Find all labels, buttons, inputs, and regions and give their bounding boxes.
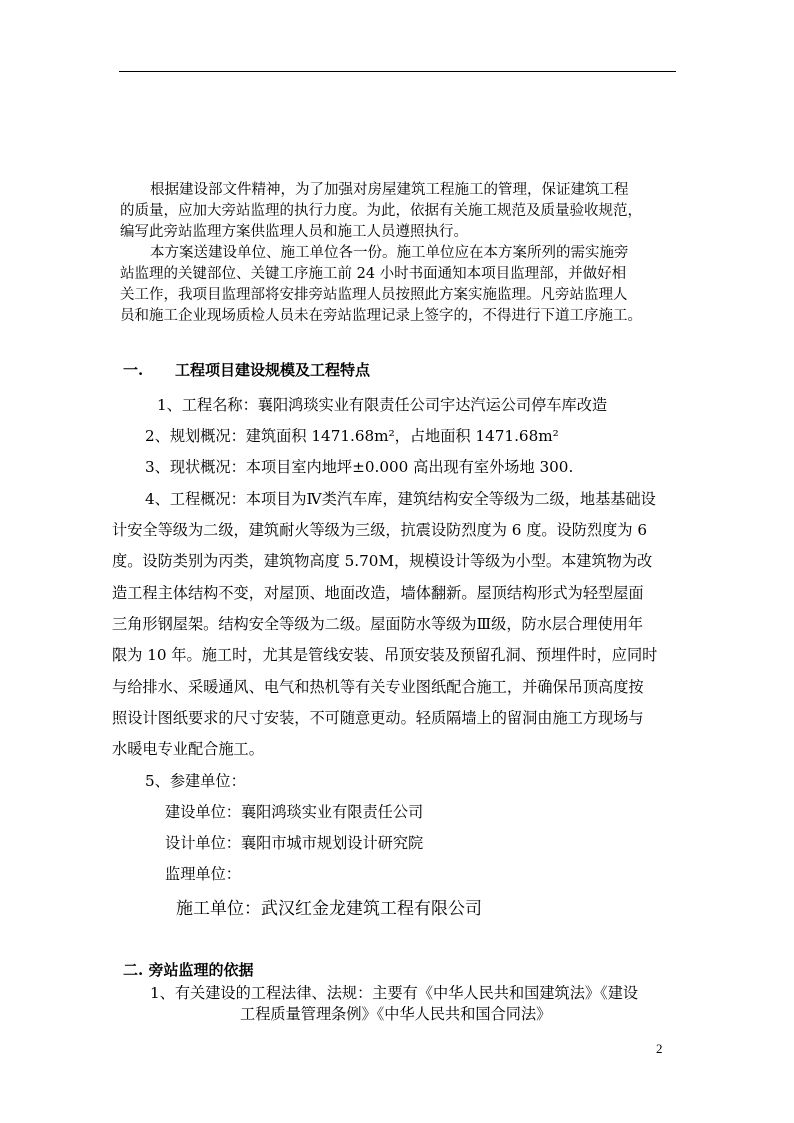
intro-line: 本方案送建设单位、施工单位各一份。施工单位应在本方案所列的需实施旁 (150, 245, 629, 261)
unit-designer: 设计单位：襄阳市城市规划设计研究院 (165, 834, 424, 852)
section1-item: 水暖电专业配合施工。 (112, 740, 264, 758)
section1-item: 照设计图纸要求的尺寸安装，不可随意更动。轻质隔墙上的留洞由施工方现场与 (112, 709, 644, 727)
section2-line: 1、有关建设的工程法律、法规：主要有《中华人民共和国建筑法》《建设 (150, 984, 639, 1002)
section1-item: 与给排水、采暖通风、电气和热机等有关专业图纸配合施工，并确保吊顶高度按 (112, 678, 644, 696)
intro-line: 站监理的关键部位、关键工序施工前 24 小时书面通知本项目监理部，并做好相 (120, 266, 627, 282)
section2-line: 工程质量管理条例》《中华人民共和国合同法》 (240, 1005, 552, 1023)
section1-item: 度。设防类别为丙类，建筑物高度 5.70M，规模设计等级为小型。本建筑物为改 (112, 552, 653, 570)
unit-owner: 建设单位：襄阳鸿琰实业有限责任公司 (165, 803, 424, 821)
page-number: 2 (656, 1041, 663, 1056)
section1-item: 2、规划概况：建筑面积 1471.68m²，占地面积 1471.68m² (145, 427, 559, 445)
header-rule (119, 71, 676, 72)
section2-title: 二. 旁站监理的依据 (123, 961, 254, 979)
section1-item: 造工程主体结构不变，对屋顶、地面改造，墙体翻新。屋顶结构形式为轻型屋面 (112, 584, 644, 602)
section1-item: 限为 10 年。施工时，尤其是管线安装、吊顶安装及预留孔洞、预埋件时，应同时 (112, 646, 658, 664)
intro-line: 员和施工企业现场质检人员未在旁站监理记录上签字的，不得进行下道工序施工。 (120, 308, 642, 324)
section1-item: 三角形钢屋架。结构安全等级为二级。屋面防水等级为Ⅲ级，防水层合理使用年 (112, 615, 644, 633)
section1-item: 3、现状概况：本项目室内地坪±0.000 高出现有室外场地 300. (145, 458, 574, 476)
section1-item: 1、工程名称：襄阳鸿琰实业有限责任公司宇达汽运公司停车库改造 (157, 396, 608, 414)
unit-contractor: 施工单位：武汉红金龙建筑工程有限公司 (176, 899, 482, 919)
intro-line: 编写此旁站监理方案供监理人员和施工人员遵照执行。 (120, 224, 468, 240)
section1-number: 一. (123, 361, 144, 379)
section1-item: 4、工程概况：本项目为Ⅳ类汽车库，建筑结构安全等级为二级，地基基础设 (145, 490, 656, 508)
section1-title: 工程项目建设规模及工程特点 (175, 361, 371, 379)
intro-line: 根据建设部文件精神，为了加强对房屋建筑工程施工的管理，保证建筑工程 (150, 182, 629, 198)
unit-supervisor: 监理单位： (165, 865, 241, 883)
section1-item: 计安全等级为二级，建筑耐火等级为三级，抗震设防烈度为 6 度。设防烈度为 6 (112, 521, 647, 539)
intro-line: 的质量，应加大旁站监理的执行力度。为此，依据有关施工规范及质量验收规范， (120, 203, 642, 219)
intro-line: 关工作，我项目监理部将安排旁站监理人员按照此方案实施监理。凡旁站监理人 (120, 287, 628, 303)
section1-item: 5、参建单位： (145, 772, 246, 790)
